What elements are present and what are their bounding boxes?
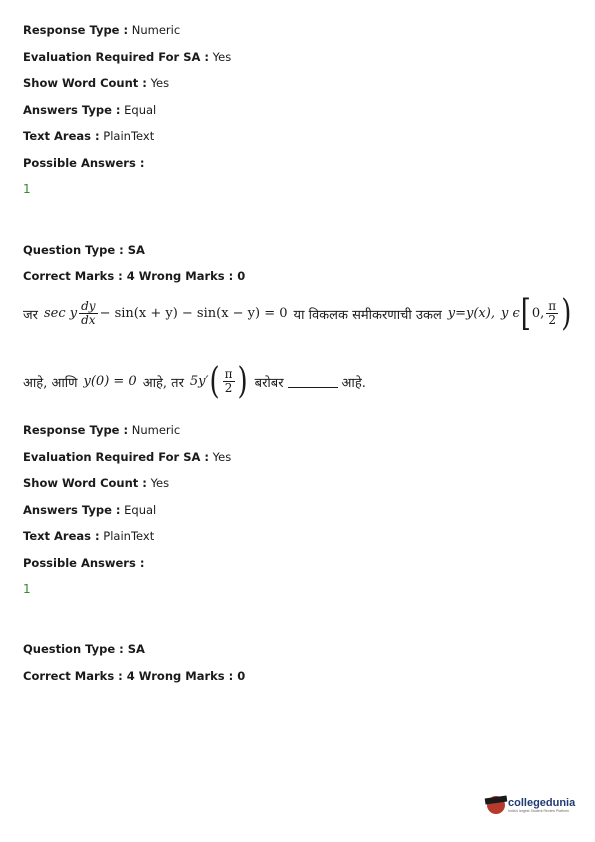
question-equation-line-2 <box>23 360 366 403</box>
eq2-pi-over-2 <box>223 368 235 395</box>
logo-text <box>508 797 575 814</box>
word-count-line-2 <box>23 476 169 490</box>
answers-type-value-2: Equal <box>124 503 157 517</box>
eq-pi: π <box>548 299 557 313</box>
possible-answer-value: 1 <box>23 182 31 196</box>
eq-dy: dy <box>81 299 96 313</box>
possible-answers-label-2: Possible Answers : <box>23 556 145 570</box>
eq-sec: sec y <box>43 306 78 321</box>
text-areas-line-2 <box>23 529 154 543</box>
logo-name: collegedunia <box>508 796 576 809</box>
eq2-right-paren: ) <box>237 360 248 403</box>
marks-line-3 <box>23 669 245 683</box>
question-type-text-3: Question Type : SA <box>23 642 145 656</box>
eq2-barobar: बरोबर <box>254 375 284 391</box>
question-type-line <box>23 243 145 257</box>
eq2-two: 2 <box>224 381 233 395</box>
text-areas-value-2: PlainText <box>103 529 155 543</box>
eq-rest: − sin(x + y) − sin(x − y) = 0 <box>99 306 288 321</box>
eq-two: 2 <box>548 313 557 327</box>
response-type-line-2 <box>23 423 180 437</box>
marks-line <box>23 269 245 283</box>
answers-type-line-2 <box>23 503 156 517</box>
eq-zero: 0, <box>531 306 545 321</box>
word-count-line <box>23 76 169 90</box>
evaluation-value-2: Yes <box>212 450 232 464</box>
evaluation-label-2: Evaluation Required For SA : <box>23 450 210 464</box>
eq2-expr: 5y′ <box>189 374 209 389</box>
question-type-text: Question Type : SA <box>23 243 145 257</box>
eq-jar: जर <box>23 307 38 323</box>
evaluation-label: Evaluation Required For SA : <box>23 50 210 64</box>
evaluation-value: Yes <box>212 50 232 64</box>
text-areas-label: Text Areas : <box>23 129 100 143</box>
answers-type-label: Answers Type : <box>23 103 121 117</box>
eq2-end: आहे. <box>341 375 366 391</box>
eq-dx: dx <box>81 313 96 327</box>
collegedunia-logo <box>487 790 579 820</box>
possible-answers-line <box>23 156 144 170</box>
graduate-mascot-icon <box>487 796 505 814</box>
evaluation-line-2 <box>23 450 231 464</box>
question-equation-line-1 <box>23 292 572 335</box>
answer-blank <box>288 375 338 388</box>
marks-text-3: Correct Marks : 4 Wrong Marks : 0 <box>23 669 246 683</box>
eq2-pi: π <box>224 367 233 381</box>
possible-answers-label: Possible Answers : <box>23 156 145 170</box>
evaluation-line <box>23 50 231 64</box>
eq2-tar: आहे, तर <box>142 375 184 391</box>
eq2-ahe: आहे, आणि <box>23 375 78 391</box>
eq-pi-over-2 <box>546 300 558 327</box>
eq2-left-paren: ( <box>209 360 220 403</box>
answers-type-line <box>23 103 156 117</box>
eq-derivative-fraction <box>79 300 97 327</box>
word-count-label: Show Word Count : <box>23 76 147 90</box>
word-count-value-2: Yes <box>150 476 170 490</box>
eq-y-in: y ϵ <box>500 306 520 321</box>
response-type-label: Response Type : <box>23 23 129 37</box>
eq-solution: y=y(x), <box>447 306 495 321</box>
marks-text: Correct Marks : 4 Wrong Marks : 0 <box>23 269 246 283</box>
answers-type-value: Equal <box>124 103 157 117</box>
answers-type-label-2: Answers Type : <box>23 503 121 517</box>
logo-tagline: India's largest Student Review Platform <box>508 808 569 813</box>
eq-left-bracket: [ <box>520 292 531 335</box>
text-areas-value: PlainText <box>103 129 155 143</box>
word-count-label-2: Show Word Count : <box>23 476 147 490</box>
eq-right-paren: ) <box>561 292 572 335</box>
response-type-line <box>23 23 180 37</box>
possible-answer-value-2: 1 <box>23 582 31 596</box>
word-count-value: Yes <box>150 76 170 90</box>
possible-answers-line-2 <box>23 556 144 570</box>
eq2-init: y(0) = 0 <box>83 374 137 389</box>
response-type-value: Numeric <box>131 23 181 37</box>
response-type-label-2: Response Type : <box>23 423 129 437</box>
eq-text: या विकलक समीकरणाची उकल <box>293 307 442 323</box>
question-type-line-3 <box>23 642 145 656</box>
response-type-value-2: Numeric <box>131 423 181 437</box>
text-areas-line <box>23 129 154 143</box>
text-areas-label-2: Text Areas : <box>23 529 100 543</box>
